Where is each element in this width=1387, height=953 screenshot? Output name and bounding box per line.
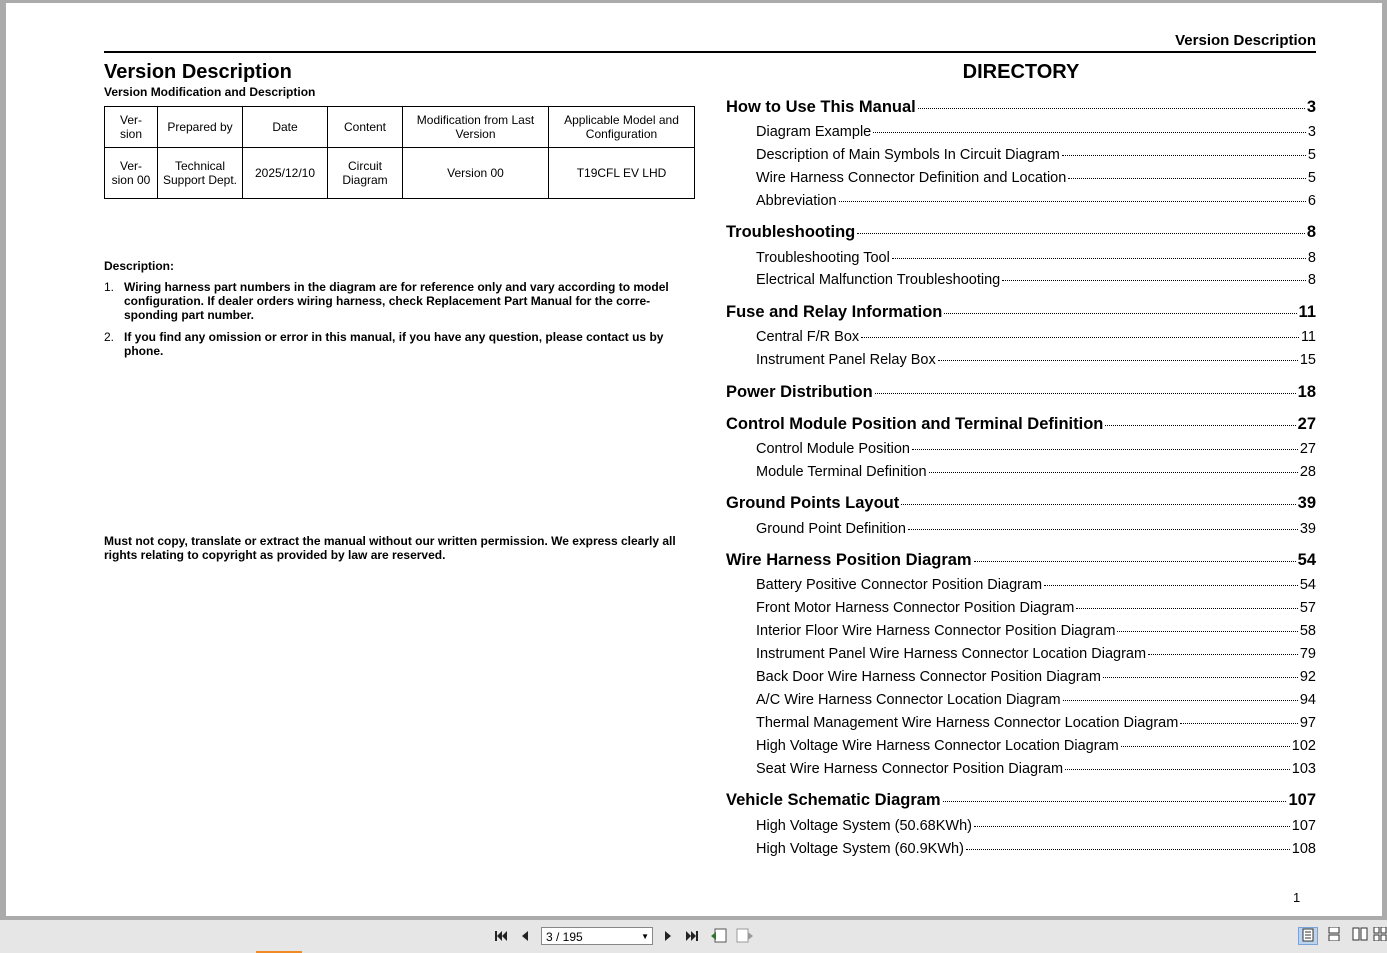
viewer-toolbar <box>0 920 1387 953</box>
toc-entry-page: 54 <box>1297 551 1316 569</box>
toc-section-entry[interactable] <box>756 329 1316 345</box>
toc-entry-title: Instrument Panel Relay Box <box>756 352 936 368</box>
dot-leader <box>1002 280 1306 281</box>
toc-entry-title: Power Distribution <box>726 383 873 401</box>
dot-leader <box>943 801 1287 802</box>
toc-entry-title: Seat Wire Harness Connector Position Diagram <box>756 761 1064 777</box>
toc-entry-page: 39 <box>1299 521 1316 537</box>
toc-section-entry[interactable] <box>756 170 1316 186</box>
toc-section-entry[interactable] <box>756 692 1316 708</box>
item-text: Wiring harness part numbers in the diagram are for reference only and vary according to model configuration. If dealer orders wiring harness, check Replacement Part Manual for the corre-sponding part number. <box>124 280 669 322</box>
dot-leader <box>861 337 1299 338</box>
toc-entry-page: 8 <box>1307 250 1316 266</box>
go-forward-icon[interactable] <box>736 927 754 945</box>
toc-entry-page: 94 <box>1299 692 1316 708</box>
toc-entry-page: 27 <box>1297 415 1316 433</box>
toc-section-entry[interactable] <box>756 600 1316 616</box>
table-cell: Version 00 <box>403 148 549 199</box>
toc-entry-page: 58 <box>1299 623 1316 639</box>
dot-leader <box>974 561 1296 562</box>
item-text: If you find any omission or error in this manual, if you have any question, please contact us by phone. <box>124 330 664 358</box>
toc-entry-page: 92 <box>1299 669 1316 685</box>
version-title: Version Description <box>104 61 292 83</box>
toc-section-entry[interactable] <box>756 521 1316 537</box>
dot-leader <box>1121 746 1290 747</box>
continuous-view-icon[interactable] <box>1324 927 1344 945</box>
dot-leader <box>1180 723 1298 724</box>
toc-section-entry[interactable] <box>756 193 1316 209</box>
toc-entry-title: How to Use This Manual <box>726 98 916 116</box>
item-number: 2. <box>104 330 115 344</box>
version-table <box>104 106 695 199</box>
dot-leader <box>918 108 1305 109</box>
toc-entry-title: Control Module Position <box>756 441 910 457</box>
table-header-cell: Applicable Model and Configuration <box>549 107 695 148</box>
directory-title: DIRECTORY <box>962 61 1080 83</box>
dot-leader <box>857 233 1305 234</box>
toc-section-entry[interactable] <box>756 715 1316 731</box>
table-header-cell: Prepared by <box>158 107 243 148</box>
toc-entry-title: Thermal Management Wire Harness Connector Location Diagram <box>756 715 1179 731</box>
toc-entry-page: 18 <box>1297 383 1316 401</box>
toc-entry-page: 8 <box>1306 223 1316 241</box>
toc-section-entry[interactable] <box>756 124 1316 140</box>
table-header-row <box>105 107 695 148</box>
description-item <box>104 330 699 358</box>
first-page-icon[interactable] <box>492 927 510 945</box>
table-header-cell: Ver- sion <box>105 107 158 148</box>
toc-entry-page: 27 <box>1299 441 1316 457</box>
last-page-icon[interactable] <box>683 927 701 945</box>
toc-entry-title: Electrical Malfunction Troubleshooting <box>756 272 1001 288</box>
toc-entry-page: 3 <box>1306 98 1316 116</box>
dot-leader <box>1117 631 1297 632</box>
toc-entry-page: 28 <box>1299 464 1316 480</box>
table-header-cell: Date <box>243 107 328 148</box>
toc-entry-page: 102 <box>1291 738 1316 754</box>
dot-leader <box>1105 425 1295 426</box>
version-subtitle: Version Modification and Description <box>104 85 316 99</box>
item-number: 1. <box>104 280 115 294</box>
table-cell: Circuit Diagram <box>328 148 403 199</box>
dot-leader <box>938 360 1298 361</box>
toc-entry-title: Module Terminal Definition <box>756 464 927 480</box>
toc-section-entry[interactable] <box>756 841 1316 857</box>
dot-leader <box>908 529 1298 530</box>
page-number: 1 <box>1293 890 1301 905</box>
table-cell: T19CFL EV LHD <box>549 148 695 199</box>
toc-entry-page: 107 <box>1291 818 1316 834</box>
dot-leader <box>839 201 1306 202</box>
toc-section-entry[interactable] <box>756 250 1316 266</box>
toc-entry-title: High Voltage System (50.68KWh) <box>756 818 972 834</box>
toc-section-entry[interactable] <box>756 646 1316 662</box>
page-indicator-select[interactable] <box>541 927 653 945</box>
toc-section-entry[interactable] <box>756 623 1316 639</box>
dot-leader <box>929 472 1298 473</box>
toc-chapter-entry[interactable] <box>726 223 1316 242</box>
toc-entry-title: Control Module Position and Terminal Definition <box>726 415 1104 433</box>
dot-leader <box>966 849 1290 850</box>
toc-entry-title: Fuse and Relay Information <box>726 303 943 321</box>
chevron-down-icon[interactable]: ▼ <box>641 932 649 941</box>
page-indicator-text: 3 / 195 <box>546 930 583 944</box>
toc-entry-page: 6 <box>1307 193 1316 209</box>
toc-entry-page: 11 <box>1300 329 1316 345</box>
toc-section-entry[interactable] <box>756 761 1316 777</box>
table-row <box>105 148 695 199</box>
toc-entry-title: Battery Positive Connector Position Diagram <box>756 577 1043 593</box>
toc-entry-title: Interior Floor Wire Harness Connector Position Diagram <box>756 623 1116 639</box>
toc-entry-title: High Voltage Wire Harness Connector Location Diagram <box>756 738 1119 754</box>
facing-continuous-view-icon[interactable] <box>1373 927 1387 945</box>
toc-entry-title: A/C Wire Harness Connector Location Diagram <box>756 692 1061 708</box>
toc-entry-page: 107 <box>1288 791 1316 809</box>
dot-leader <box>873 132 1306 133</box>
description-heading: Description: <box>104 259 175 273</box>
toc-entry-title: Vehicle Schematic Diagram <box>726 791 941 809</box>
toc-entry-title: Abbreviation <box>756 193 837 209</box>
dot-leader <box>1063 700 1298 701</box>
toc-section-entry[interactable] <box>756 577 1316 593</box>
table-header-cell: Content <box>328 107 403 148</box>
toc-entry-page: 5 <box>1307 170 1316 186</box>
copyright-notice: Must not copy, translate or extract the manual without our written permission. We express clearly all rights relating to copyright as provided by law are reserved. <box>104 534 676 562</box>
toc-entry-title: Description of Main Symbols In Circuit Diagram <box>756 147 1060 163</box>
dot-leader <box>1076 608 1298 609</box>
toc-chapter-entry[interactable] <box>726 303 1316 322</box>
dot-leader <box>1068 178 1306 179</box>
table-cell: Technical Support Dept. <box>158 148 243 199</box>
toc-entry-title: Troubleshooting <box>726 223 856 241</box>
toc-chapter-entry[interactable] <box>726 551 1316 570</box>
toc-section-entry[interactable] <box>756 738 1316 754</box>
toc-chapter-entry[interactable] <box>726 98 1316 117</box>
toc-chapter-entry[interactable] <box>726 383 1316 402</box>
toc-chapter-entry[interactable] <box>726 791 1316 810</box>
toc-section-entry[interactable] <box>756 818 1316 834</box>
toc-entry-title: Troubleshooting Tool <box>756 250 890 266</box>
dot-leader <box>1044 585 1298 586</box>
toc-entry-page: 15 <box>1299 352 1316 368</box>
toc-entry-page: 108 <box>1291 841 1316 857</box>
toc-entry-page: 3 <box>1307 124 1316 140</box>
dot-leader <box>1065 769 1290 770</box>
toc-entry-page: 57 <box>1299 600 1316 616</box>
toc-entry-title: High Voltage System (60.9KWh) <box>756 841 964 857</box>
facing-view-icon[interactable] <box>1350 927 1370 945</box>
dot-leader <box>1148 654 1298 655</box>
toc-entry-title: Wire Harness Connector Definition and Location <box>756 170 1067 186</box>
toc-entry-page: 79 <box>1299 646 1316 662</box>
table-cell: 2025/12/10 <box>243 148 328 199</box>
toc-section-entry[interactable] <box>756 147 1316 163</box>
table-cell: Ver- sion 00 <box>105 148 158 199</box>
toc-entry-title: Instrument Panel Wire Harness Connector Location Diagram <box>756 646 1147 662</box>
dot-leader <box>875 393 1296 394</box>
dot-leader <box>901 504 1295 505</box>
previous-page-icon[interactable] <box>516 927 534 945</box>
toc-section-entry[interactable] <box>756 464 1316 480</box>
toc-section-entry[interactable] <box>756 441 1316 457</box>
toc-entry-page: 103 <box>1291 761 1316 777</box>
table-header-cell: Modification from Last Version <box>403 107 549 148</box>
toc-entry-page: 11 <box>1298 303 1316 321</box>
toc-entry-title: Ground Points Layout <box>726 494 900 512</box>
toc-chapter-entry[interactable] <box>726 494 1316 513</box>
dot-leader <box>944 313 1296 314</box>
document-page <box>6 3 1382 916</box>
running-header: Version Description <box>1175 32 1316 49</box>
toc-entry-title: Wire Harness Position Diagram <box>726 551 972 569</box>
dot-leader <box>1103 677 1298 678</box>
toc-section-entry[interactable] <box>756 669 1316 685</box>
toc-chapter-entry[interactable] <box>726 415 1316 434</box>
next-page-icon[interactable] <box>659 927 677 945</box>
toc-entry-title: Ground Point Definition <box>756 521 906 537</box>
dot-leader <box>912 449 1298 450</box>
toc-section-entry[interactable] <box>756 352 1316 368</box>
description-item <box>104 280 699 322</box>
header-rule <box>104 51 1316 53</box>
toc-entry-page: 5 <box>1307 147 1316 163</box>
dot-leader <box>974 826 1290 827</box>
toc-entry-title: Front Motor Harness Connector Position Diagram <box>756 600 1075 616</box>
dot-leader <box>1062 155 1306 156</box>
toc-entry-page: 8 <box>1307 272 1316 288</box>
toc-section-entry[interactable] <box>756 272 1316 288</box>
toc-entry-page: 54 <box>1299 577 1316 593</box>
toc-entry-title: Central F/R Box <box>756 329 860 345</box>
single-page-view-icon[interactable] <box>1298 927 1318 945</box>
toc-entry-page: 97 <box>1299 715 1316 731</box>
toc-entry-page: 39 <box>1297 494 1316 512</box>
toc-entry-title: Back Door Wire Harness Connector Position Diagram <box>756 669 1101 685</box>
go-back-icon[interactable] <box>710 927 728 945</box>
dot-leader <box>892 258 1306 259</box>
toc-entry-title: Diagram Example <box>756 124 872 140</box>
